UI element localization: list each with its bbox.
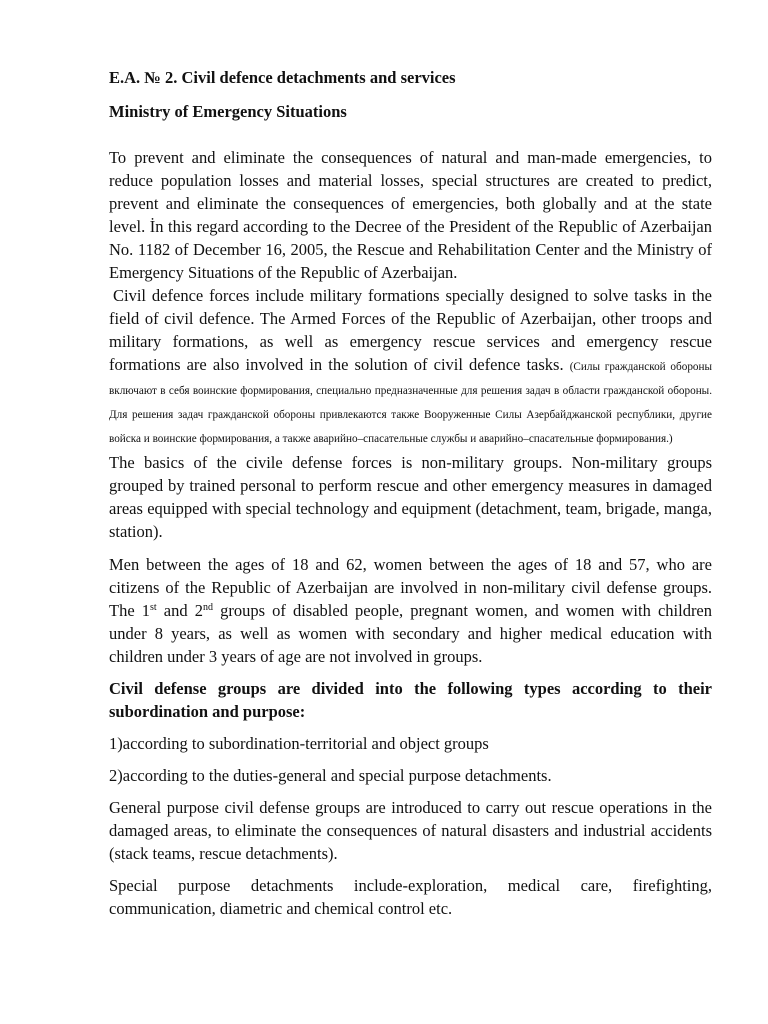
paragraph-basics: The basics of the civile defense forces is non-military groups. Non-military groups grouped by trained personal to perform rescue and other emergency measures in damaged areas equipped with special technology and equipment (detachment, team, brigade, manga, station). [109, 453, 712, 541]
paragraph-special-purpose: Special purpose detachments include-exploration, medical care, firefighting, communication, diametric and chemical control etc. [109, 876, 712, 918]
paragraph-forces [109, 284, 712, 449]
paragraph-eligibility-part2: and 2 [156, 601, 203, 620]
paragraph-forces-russian: (Силы гражданской обороны включают в себя воинские формирования, специально предназначенные для решения задач в области гражданской обороны. Для решения задач гражданской обороны привлекаются также Вооруженные Силы Азербайджанской республики, другие войска и воинские формирования, а также аварийно–спасательные службы и аварийно–спасательные формирования.) [109, 361, 713, 445]
superscript-nd: nd [202, 602, 213, 613]
paragraph-forces-text: Civil defence forces include military formations specially designed to solve tasks in the field of civil defence. The Armed Forces of the Republic of Azerbaijan, other troops and military formations, as well as emergency rescue services and emergency rescue formations are also involved in the solution of civil defence tasks. [109, 286, 712, 374]
document-subtitle: Ministry of Emergency Situations [109, 102, 347, 121]
paragraph-group-types-heading: Civil defense groups are divided into the following types according to their subordination and purpose: [109, 679, 712, 721]
list-item-duties: 2)according to the duties-general and special purpose detachments. [109, 766, 552, 785]
paragraph-eligibility [109, 553, 712, 668]
paragraph-eligibility-part3: groups of disabled people, pregnant women, and women with children under 8 years, as well as women with secondary and higher medical education with children under 3 years of age are not involved in groups. [109, 601, 713, 666]
paragraph-intro: To prevent and eliminate the consequences of natural and man-made emergencies, to reduce population losses and material losses, special structures are created to predict, prevent and eliminate the consequences of emergencies, both globally and at the state level. İn this regard according to the Decree of the President of the Republic of Azerbaijan No. 1182 of December 16, 2005, the Rescue and Rehabilitation Center and the Ministry of Emergency Situations of the Republic of Azerbaijan. [109, 148, 712, 282]
list-item-subordination: 1)according to subordination-territorial and object groups [109, 734, 489, 753]
superscript-st: st [150, 602, 157, 613]
paragraph-general-purpose: General purpose civil defense groups are introduced to carry out rescue operations in the damaged areas, to eliminate the consequences of natural disasters and industrial accidents (stack teams, rescue detachments). [109, 798, 712, 863]
paragraph-eligibility-part1: Men between the ages of 18 and 62, women between the ages of 18 and 57, who are citizens of the Republic of Azerbaijan are involved in non-military civil defense groups. The 1 [109, 555, 712, 620]
document-title: E.A. № 2. Civil defence detachments and services [109, 68, 456, 87]
